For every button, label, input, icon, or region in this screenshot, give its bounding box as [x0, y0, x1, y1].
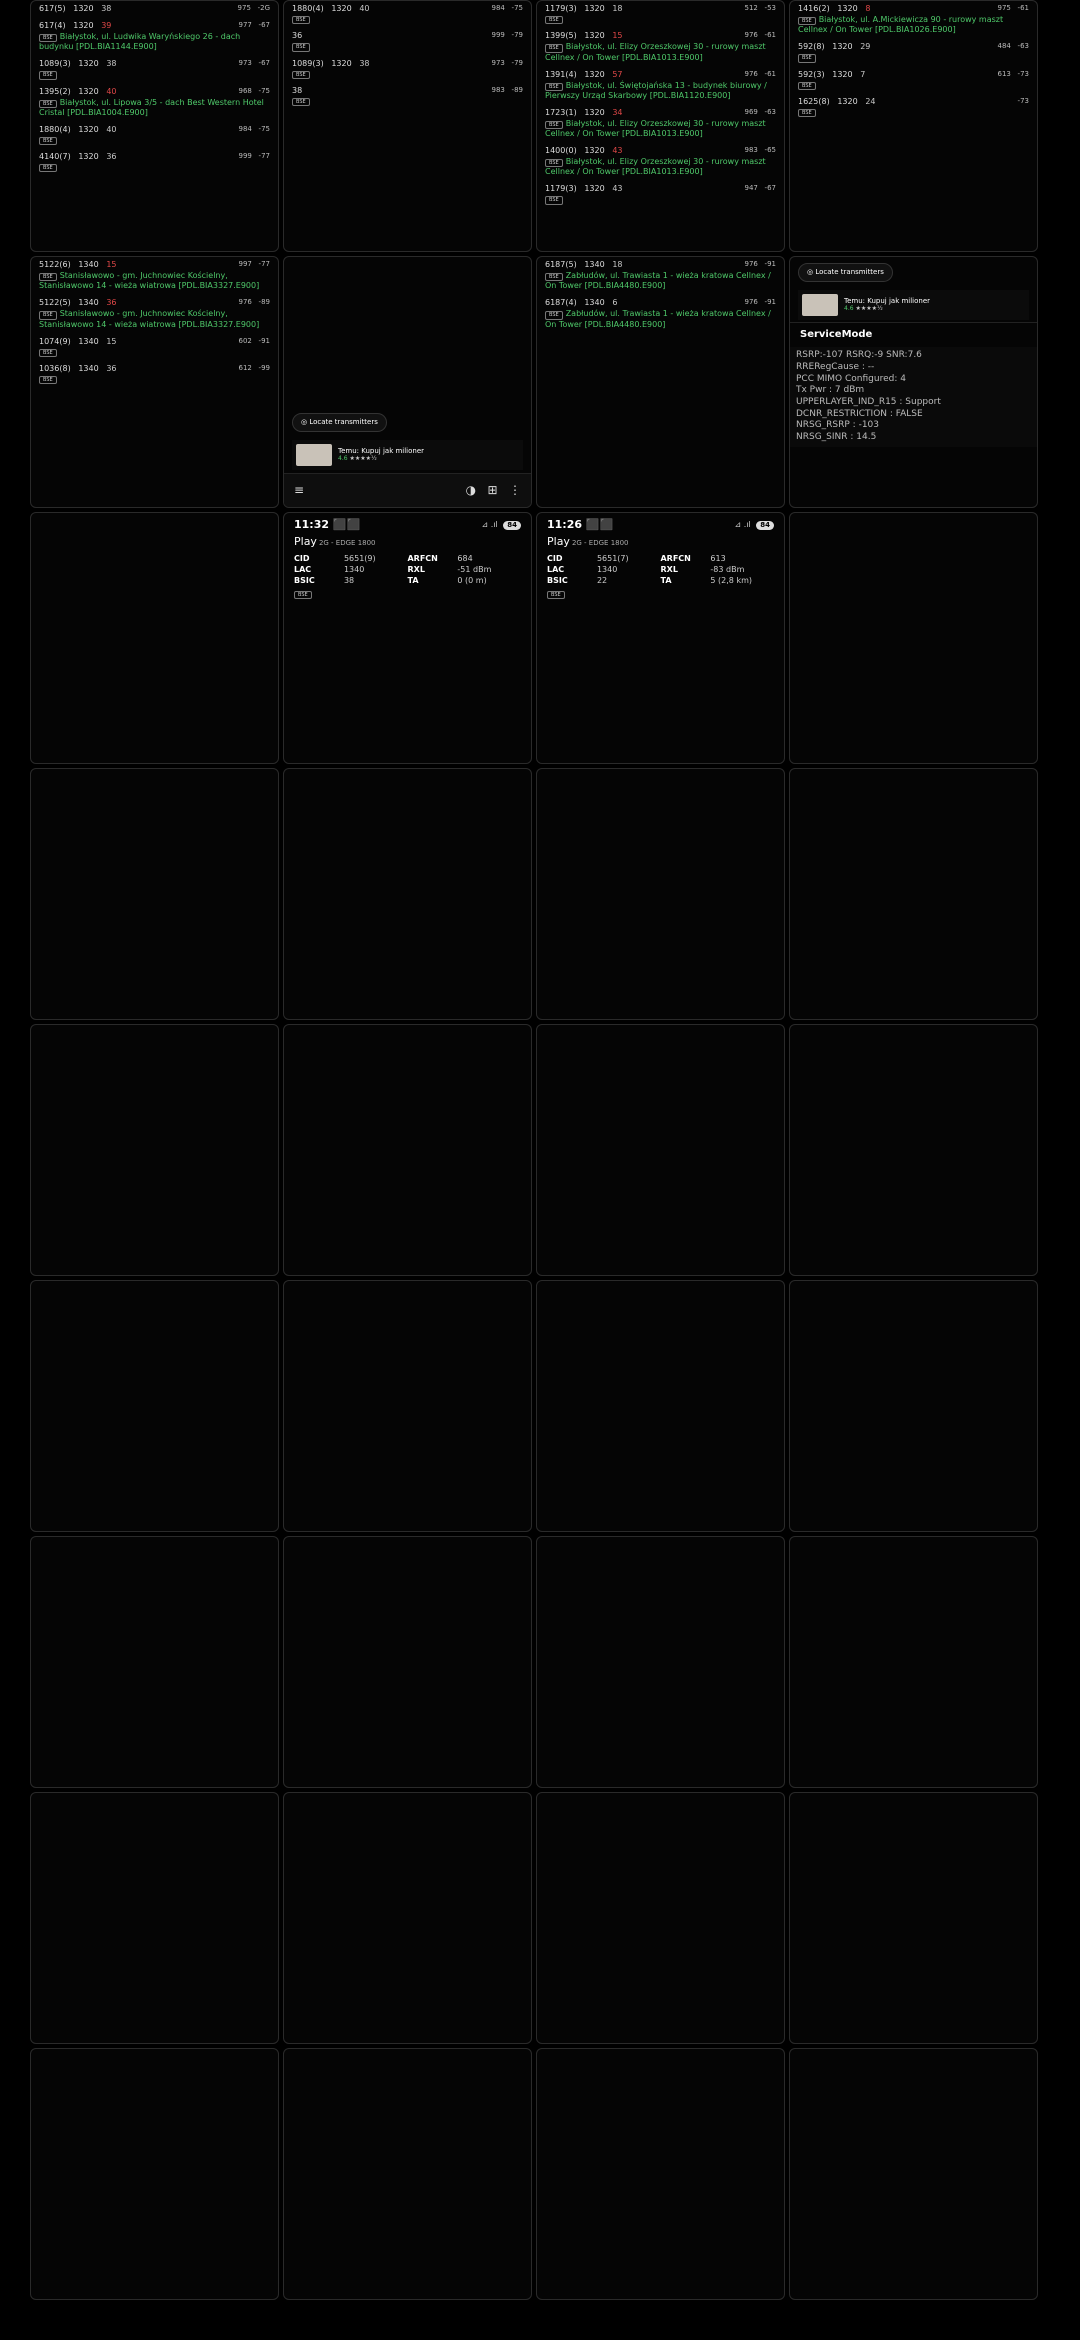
screenshot-tile [789, 0, 1038, 252]
screenshot-tile [536, 1536, 785, 1788]
carrier-name: Play 2G - EDGE 1800 [547, 535, 629, 548]
cell-id: 1089(3) 1320 38 [39, 59, 117, 69]
cell-id: 617(4) 1320 39 [39, 21, 112, 30]
signal-value: 976 -89 [238, 298, 270, 307]
signal-value: 999 -79 [491, 31, 523, 40]
screenshot-tile [283, 1792, 532, 2044]
signal-value: 997 -77 [238, 260, 270, 268]
signal-icon: ⊿ .ıl 84 [734, 520, 774, 530]
toolbar-icons: ◑ ⊞ ⋮ [465, 483, 521, 497]
screenshot-tile [789, 1024, 1038, 1276]
cell-id: 1179(3) 1320 43 [545, 184, 623, 194]
list-item[interactable] [31, 1, 278, 18]
ad-banner[interactable]: Temu: Kupuj jak milioner 4.6 ★★★★½ [292, 440, 523, 470]
screenshot-tile [536, 0, 785, 252]
signal-value: 977 -67 [238, 21, 270, 29]
list-item[interactable] [31, 295, 278, 333]
screenshot-tile [283, 256, 532, 508]
screenshot-tile: 11:26 ⬛⬛ ⊿ .ıl 84 Play 2G - EDGE 1800 CID 5651(7) ARFCN 613 LAC 1340 RXL -83 dBm BSIC 22 TA 5 (2,8 km) BSE [536, 512, 785, 764]
cell-id: 1074(9) 1340 15 [39, 336, 117, 346]
cell-location: BSE Białystok, ul. Lipowa 3/5 - dach Best Western Hotel Cristal [PDL.BIA1004.E900] [39, 97, 264, 117]
list-item[interactable]: 4140(7) 1320 36 999 -77 BSE [39, 152, 270, 171]
signal-value: 512 -53 [744, 4, 776, 12]
cell-id: 1179(3) 1320 18 [545, 4, 623, 13]
status-time: 11:26 ⬛⬛ [547, 518, 614, 532]
screenshot-tile [283, 0, 532, 252]
signal-value: 969 -63 [744, 107, 776, 116]
cell-id: 1395(2) 1320 40 [39, 86, 117, 96]
screenshot-tile [789, 256, 1038, 508]
cell-id: 1089(3) 1320 38 [292, 58, 370, 68]
locate-transmitters-button[interactable]: ◎ Locate transmitters [292, 413, 387, 432]
cell-id: 6187(5) 1340 18 [545, 260, 623, 269]
list-item[interactable]: 1036(8) 1340 36 612 -99 BSE [39, 363, 270, 383]
list-item[interactable] [537, 257, 784, 295]
cell-id: 592(3) 1320 7 [798, 69, 866, 79]
list-item[interactable]: 36 999 -79 BSE [292, 31, 523, 51]
cell-id: 1391(4) 1320 57 [545, 69, 623, 79]
cell-location: BSE Zabłudów, ul. Trawiasta 1 - wieża kratowa Cellnex / On Tower [PDL.BIA4480.E900] [545, 271, 771, 291]
battery-icon: 84 [756, 521, 774, 530]
signal-value: 484 -63 [997, 42, 1029, 51]
list-item[interactable] [537, 28, 784, 66]
status-bar [537, 513, 784, 533]
screenshot-tile [30, 1536, 279, 1788]
status-time: 11:32 ⬛⬛ [294, 518, 361, 532]
signal-value: 975 -61 [997, 4, 1029, 12]
signal-value: 983 -89 [491, 85, 523, 94]
signal-value: 984 -75 [238, 124, 270, 133]
signal-value: 976 -61 [744, 69, 776, 78]
cell-params: CID 5651(7) ARFCN 613 LAC 1340 RXL -83 dBm BSIC 22 TA 5 (2,8 km) [547, 553, 752, 585]
screenshot-tile [536, 1792, 785, 2044]
locate-transmitters-button[interactable]: ◎ Locate transmitters [798, 263, 893, 282]
cell-id: 6187(4) 1340 6 [545, 298, 618, 308]
screenshot-tile [536, 1024, 785, 1276]
screenshot-tile [283, 2048, 532, 2300]
signal-value: 984 -75 [491, 4, 523, 12]
screenshot-tile [30, 1280, 279, 1532]
signal-value: 968 -75 [238, 86, 270, 95]
screenshot-tile [789, 768, 1038, 1020]
cell-location: BSE Białystok, ul. Elizy Orzeszkowej 30 - rurowy maszt Cellnex / On Tower [PDL.BIA1013.E900] [545, 118, 766, 138]
screenshot-tile [30, 256, 279, 508]
cell-id: 592(8) 1320 29 [798, 42, 871, 52]
list-item[interactable] [790, 1, 1037, 39]
cell-location: BSE Białystok, ul. A.Mickiewicza 90 - rurowy maszt Cellnex / On Tower [PDL.BIA1026.E900] [798, 15, 1004, 35]
screenshot-tile [283, 1024, 532, 1276]
signal-value: 612 -99 [238, 363, 270, 372]
screenshot-tile [283, 1280, 532, 1532]
screenshot-tile [536, 768, 785, 1020]
list-item[interactable]: 1179(3) 1320 18 512 -53 BSE [545, 4, 776, 23]
cell-location: BSE Białystok, ul. Elizy Orzeszkowej 30 - rurowy maszt Cellnex / On Tower [PDL.BIA1013.E900] [545, 157, 766, 177]
list-item[interactable] [31, 257, 278, 295]
screenshot-tile [536, 1280, 785, 1532]
screenshot-tile [30, 512, 279, 764]
cell-location: BSE Stanisławowo - gm. Juchnowiec Kościelny, Stanisławowo 14 - wieża wiatrowa [PDL.BIA3327.E900] [39, 309, 260, 329]
list-item[interactable]: 38 983 -89 BSE [292, 85, 523, 105]
screenshot-tile [30, 0, 279, 252]
screenshot-tile: 11:32 ⬛⬛ ⊿ .ıl 84 Play 2G - EDGE 1800 CID 5651(9) ARFCN 684 LAC 1340 RXL -51 dBm BSIC 38 TA 0 (0 m) BSE [283, 512, 532, 764]
list-item[interactable]: 1089(3) 1320 38 973 -67 BSE [39, 59, 270, 79]
cell-id: 4140(7) 1320 36 [39, 152, 117, 161]
cell-location: BSE Białystok, ul. Elizy Orzeszkowej 30 - rurowy maszt Cellnex / On Tower [PDL.BIA1013.E900] [545, 42, 766, 62]
signal-value: 975 -2G [237, 4, 270, 12]
signal-value: 613 -73 [997, 69, 1029, 78]
list-item[interactable]: 1880(4) 1320 40 984 -75 BSE [39, 124, 270, 144]
cell-id: 5122(5) 1340 36 [39, 298, 117, 308]
battery-icon: 84 [503, 521, 521, 530]
list-item[interactable]: 592(8) 1320 29 484 -63 BSE [798, 42, 1029, 62]
cell-id: 1723(1) 1320 34 [545, 107, 623, 117]
cell-id: 1625(8) 1320 24 [798, 96, 876, 106]
screenshot-tile [30, 1792, 279, 2044]
list-item[interactable] [31, 84, 278, 122]
ad-banner[interactable]: Temu: Kupuj jak milioner 4.6 ★★★★½ [798, 290, 1029, 320]
cell-id: 1416(2) 1320 8 [798, 4, 871, 13]
list-item[interactable]: 1074(9) 1340 15 602 -91 BSE [39, 336, 270, 356]
signal-value: 999 -77 [238, 152, 270, 160]
cell-params: CID 5651(9) ARFCN 684 LAC 1340 RXL -51 dBm BSIC 38 TA 0 (0 m) [294, 553, 492, 585]
screenshot-tile [789, 1792, 1038, 2044]
cell-id: 1036(8) 1340 36 [39, 363, 117, 373]
screenshot-tile [30, 1024, 279, 1276]
screenshot-tile [789, 1280, 1038, 1532]
list-item[interactable]: 1089(3) 1320 38 973 -79 BSE [292, 58, 523, 78]
signal-value: 976 -91 [744, 260, 776, 268]
cell-id: 617(5) 1320 38 [39, 4, 112, 13]
screenshot-tile [283, 1536, 532, 1788]
cell-location: BSE Zabłudów, ul. Trawiasta 1 - wieża kratowa Cellnex / On Tower [PDL.BIA4480.E900] [545, 309, 771, 329]
list-item[interactable] [537, 67, 784, 105]
list-item[interactable]: 592(3) 1320 7 613 -73 BSE [798, 69, 1029, 89]
screenshot-tile [30, 768, 279, 1020]
cell-id: 1399(5) 1320 15 [545, 31, 623, 41]
screenshot-tile [789, 1536, 1038, 1788]
signal-value: -73 [1013, 96, 1029, 105]
screenshot-tile [30, 2048, 279, 2300]
cell-id: 38 [292, 85, 303, 95]
menu-icon: ≡ [294, 483, 305, 497]
signal-value: 983 -65 [744, 146, 776, 154]
service-mode-lines: RSRP:-107 RSRQ:-9 SNR:7.6 RRERegCause : -- PCC MIMO Configured: 4 Tx Pwr : 7 dBm UPPERLAYER_IND_R15 : Support DCNR_RESTRICTION : FALSE NRSG_RSRP : -103 NRSG_SINR : 14.5 [790, 347, 1037, 447]
cell-id: 1880(4) 1320 40 [292, 4, 370, 13]
cell-id: 5122(6) 1340 15 [39, 260, 117, 269]
cell-id: 1880(4) 1320 40 [39, 124, 117, 134]
status-bar [284, 513, 531, 533]
screenshot-tile [536, 256, 785, 508]
list-item[interactable] [537, 295, 784, 333]
screenshot-tile [789, 512, 1038, 764]
signal-value: 973 -67 [238, 59, 270, 68]
signal-icon: ⊿ .ıl 84 [481, 520, 521, 530]
signal-value: 947 -67 [744, 184, 776, 193]
signal-value: 602 -91 [238, 336, 270, 345]
signal-value: 976 -61 [744, 31, 776, 40]
cell-location: BSE Białystok, ul. Ludwika Waryńskiego 26 - dach budynku [PDL.BIA1144.E900] [39, 32, 241, 52]
carrier-name: Play 2G - EDGE 1800 [294, 535, 376, 548]
service-mode-title: ServiceMode [790, 322, 1037, 348]
cell-location: BSE Stanisławowo - gm. Juchnowiec Kościelny, Stanisławowo 14 - wieża wiatrowa [PDL.BIA3327.E900] [39, 271, 260, 291]
list-item[interactable]: 1179(3) 1320 43 947 -67 BSE [545, 184, 776, 204]
list-item[interactable] [31, 18, 278, 56]
list-item[interactable] [537, 143, 784, 181]
screenshot-tile [536, 2048, 785, 2300]
cell-location: BSE Białystok, ul. Świętojańska 13 - budynek biurowy / Pierwszy Urząd Skarbowy [PDL.BIA1120.E900] [545, 80, 767, 100]
cell-id: 1400(0) 1320 43 [545, 146, 623, 155]
cell-id: 36 [292, 31, 303, 41]
signal-value: 976 -91 [744, 298, 776, 307]
signal-value: 973 -79 [491, 58, 523, 67]
screenshot-tile [283, 768, 532, 1020]
bottom-toolbar [284, 473, 531, 507]
screenshot-tile [789, 2048, 1038, 2300]
list-item[interactable] [537, 105, 784, 143]
list-item[interactable]: 1880(4) 1320 40 984 -75 BSE [292, 4, 523, 23]
list-item[interactable]: 1625(8) 1320 24 -73 BSE [798, 96, 1029, 116]
